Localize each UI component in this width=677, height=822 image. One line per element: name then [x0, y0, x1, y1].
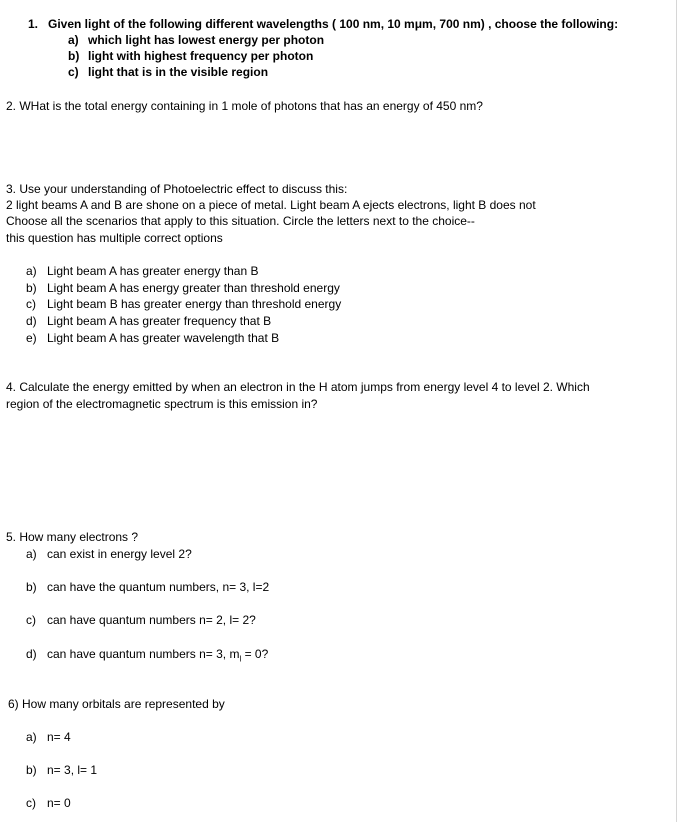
- q5-stem: 5. How many electrons ?: [6, 530, 139, 544]
- q6-stem: 6) How many orbitals are represented by: [8, 697, 225, 711]
- q5-option-b-text: can have the quantum numbers, n= 3, l=2: [47, 580, 270, 594]
- q5-option-a-text: can exist in energy level 2?: [47, 547, 192, 561]
- q3-line-4: this question has multiple correct options: [6, 231, 223, 245]
- q3-option-d-letter: d): [26, 314, 37, 328]
- q3-option-c-letter: c): [26, 297, 36, 311]
- q1-option-a-letter: a): [68, 33, 79, 47]
- q2-text: 2. WHat is the total energy containing in 1 mole of photons that has an energy of 450 nm?: [6, 99, 483, 113]
- q1-option-c-text: light that is in the visible region: [88, 65, 269, 79]
- q5-option-d-text: [47, 646, 268, 662]
- q3-option-e-text: Light beam A has greater wavelength that B: [47, 331, 280, 345]
- q1-number: 1.: [28, 17, 39, 31]
- q4-line-1: 4. Calculate the energy emitted by when an electron in the H atom jumps from energy level 4 to level 2. Which: [6, 380, 590, 394]
- q3-option-c-text: Light beam B has greater energy than threshold energy: [47, 297, 342, 311]
- q6-option-b-letter: b): [26, 763, 37, 777]
- q3-line-2: 2 light beams A and B are shone on a piece of metal. Light beam A ejects electrons, light B does not: [6, 198, 536, 212]
- q3-option-a-text: Light beam A has greater energy than B: [47, 264, 259, 278]
- q5-option-b-letter: b): [26, 580, 37, 594]
- q1-option-b-letter: b): [68, 49, 80, 63]
- q3-line-3: Choose all the scenarios that apply to this situation. Circle the letters next to the choice--: [6, 214, 475, 228]
- q1-option-b-text: light with highest frequency per photon: [88, 49, 314, 63]
- q6-option-a-letter: a): [26, 730, 37, 744]
- q6-option-c-letter: c): [26, 796, 36, 810]
- q6-option-c-text: n= 0: [47, 796, 71, 810]
- q3-line-1: 3. Use your understanding of Photoelectric effect to discuss this:: [6, 182, 348, 196]
- q3-option-b-letter: b): [26, 281, 37, 295]
- q1-option-c-letter: c): [68, 65, 79, 79]
- q3-option-a-letter: a): [26, 264, 37, 278]
- q1-option-a-text: which light has lowest energy per photon: [88, 33, 325, 47]
- q3-option-d-text: Light beam A has greater frequency that B: [47, 314, 272, 328]
- q5-option-d-after: = 0?: [241, 647, 269, 661]
- q6-option-a-text: n= 4: [47, 730, 71, 744]
- q5-option-a-letter: a): [26, 547, 37, 561]
- q4-line-2: region of the electromagnetic spectrum is this emission in?: [6, 397, 318, 411]
- q5-option-c-letter: c): [26, 613, 36, 627]
- q5-option-c-text: can have quantum numbers n= 2, l= 2?: [47, 613, 256, 627]
- q5-option-d-main: can have quantum numbers n= 3, m: [47, 647, 240, 661]
- q5-option-d-subscript: l: [239, 654, 242, 664]
- q1-stem: Given light of the following different wavelengths ( 100 nm, 10 mμm, 700 nm) , choose the following:: [48, 17, 619, 31]
- q3-option-e-letter: e): [26, 331, 37, 345]
- q3-option-b-text: Light beam A has energy greater than threshold energy: [47, 281, 340, 295]
- q6-option-b-text: n= 3, l= 1: [47, 763, 98, 777]
- q5-option-d-letter: d): [26, 647, 37, 661]
